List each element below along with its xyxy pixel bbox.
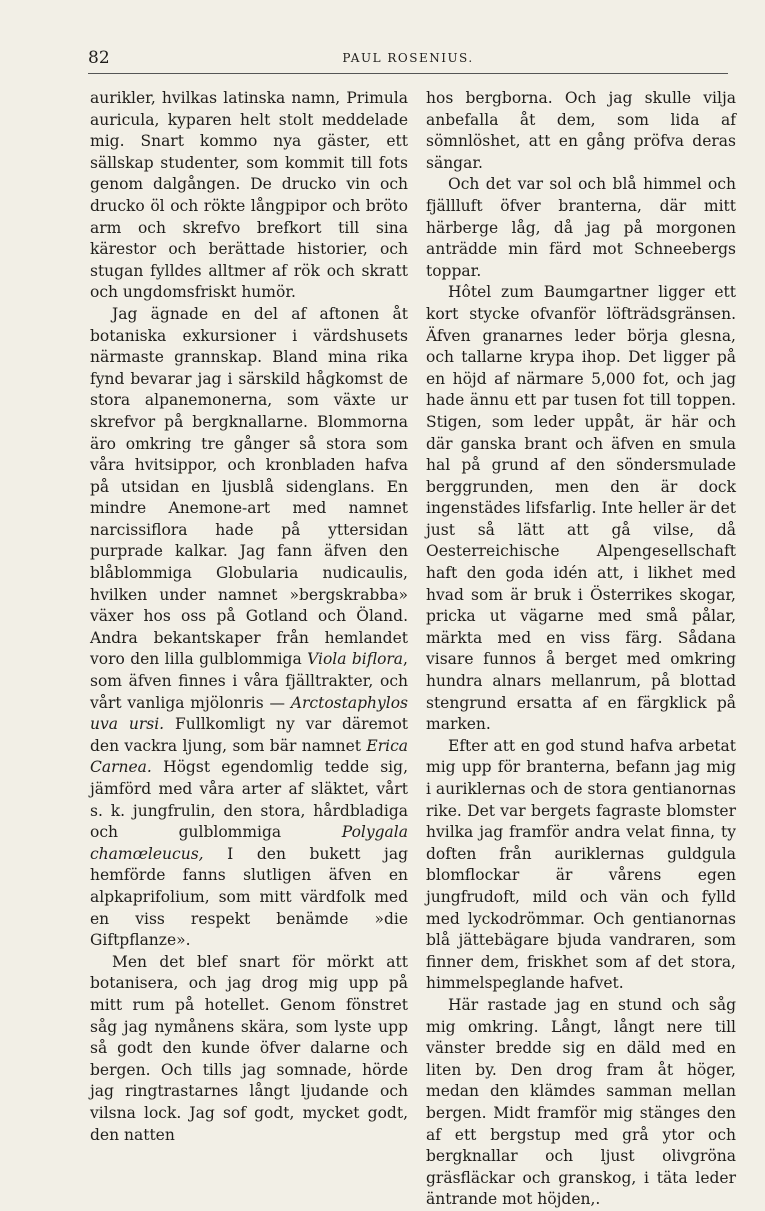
paragraph: Och det var sol och blå himmel och fjällluft öfver branterna, där mitt härberge låg, då jag på morgonen anträdde min färd mot Schneebergs toppar. <box>426 175 736 280</box>
paragraph: Hôtel zum Baumgartner ligger ett kort stycke ofvanför löfträdsgränsen. Äfven granarnes leder börja glesna, och tallarne krypa ihop. Det ligger på en höjd af närmare 5,000 fot, och jag hade ännu ett par tusen fot till toppen. Stigen, som leder uppåt, är här och där ganska brant och äfven en smula hal på grund af den söndersmulade berggrunden, men den är dock ingenstädes lifsfarlig. Inte heller är det just så lätt att gå vilse, då Oesterreichische Alpengesellschaft haft den goda idén att, i likhet med hvad som är bruk i Österrikes skogar, pricka ut vägarne med små pålar, märkta med en viss färg. Sådana visare funnos å berget med omkring hundra alnars mellanrum, på blottad stengrund ersatta af en färgklick på marken. <box>426 283 736 734</box>
species-name: Erica Carnea. <box>90 736 408 777</box>
paragraph: Men det blef snart för mörkt att botanisera, och jag drog mig upp på mitt rum på hotellet. Genom fönstret såg jag nymånens skära, som lyste upp så godt den kunde öfver dalarne och bergen. Och tills jag somnade, hörde jag ringtrastarnes långt ljudande och vilsna lock. Jag sof godt, mycket godt, den natten <box>90 952 408 1144</box>
paragraph: Här rastade jag en stund och såg mig omkring. Långt, långt nere till vänster bredde sig en däld med en liten by. Den drog fram åt höger, medan den klämdes samman mellan bergen. Midt framför mig stänges den af ett bergstup med grå ytor och bergknallar och ljust olivgröna gräsfläckar och granskog, i täta leder äntrande mot höjden,. <box>426 995 736 1209</box>
species-name: Polygala chamœleucus, <box>90 823 408 863</box>
page-header <box>88 48 728 70</box>
left-column <box>90 88 408 1146</box>
paragraph: Jag ägnade en del af aftonen åt botaniska exkursioner i värdshusets närmaste grannskap. Bland mina rika fynd bevarar jag i särskild hågkomst de stora alpanemonerna, som växte ur skrefvor på bergknallarne. Blommorna äro omkring tre gånger så stora som våra hvitsippor, och kronbladen hafva på utsidan en ljusblå sidenglans. En mindre Anemone-art med namnet narcissiflora hade på yttersidan purprade kalkar. Jag fann äfven den blåblommiga Globularia nudicaulis, hvilken under namnet »bergskrabba» växer hos oss på Gotland och Öland. Andra bekantskaper från hemlandet voro den lilla gulblommiga Viola biflora, som äfven finnes i våra fjälltrakter, och vårt vanliga mjölonris — Arctostaphylos uva ursi. Fullkomligt ny var däremot den vackra ljung, som bär namnet Erica Carnea. Högst egendomlig tedde sig, jämförd med våra arter af släktet, vårt s. k. jungfrulin, den stora, hårdbladiga och gulblommiga Polygala chamœleucus, I den bukett jag hemförde fanns slutligen äfven en alpkaprifolium, som mitt värdfolk med en viss respekt benämde »die Giftpflanze». <box>90 304 409 950</box>
paragraph: hos bergborna. Och jag skulle vilja anbefalla åt dem, som lida af sömnlöshet, att en gång pröfva deras sängar. <box>426 89 736 172</box>
right-column <box>426 88 736 1211</box>
paragraph: Efter att en god stund hafva arbetat mig upp för branterna, befann jag mig i auriklernas och de stora gentianornas rike. Det var bergets fagraste blomster hvilka jag framför andra velat finna, ty doften från auriklernas guldgula blomflockar är vårens egen jungfrudoft, mild och vän och fylld med lyckodrömmar. Och gentianornas blå jättebägare bjuda vandraren, som finner dem, friskhet som af det stora, himmelspeglande hafvet. <box>426 736 736 993</box>
species-name: Arctostaphylos uva ursi. <box>90 693 408 734</box>
paragraph: aurikler, hvilkas latinska namn, Primula auricula, kyparen helt stolt meddelade mig. Snart kommo nya gäster, ett sällskap studenter, som kommit till fots genom dalgången. De drucko vin och drucko öl och rökte långpipor och bröto arm och skrefvo brefkort till sina kärestor och berättade historier, och stugan fylldes alltmer af rök och skratt och ungdomsfriskt humör. <box>90 89 408 302</box>
header-rule <box>88 73 728 74</box>
page-number: 82 <box>88 48 110 68</box>
species-name: Viola biflora <box>307 650 404 669</box>
running-head: PAUL ROSENIUS. <box>342 51 474 65</box>
